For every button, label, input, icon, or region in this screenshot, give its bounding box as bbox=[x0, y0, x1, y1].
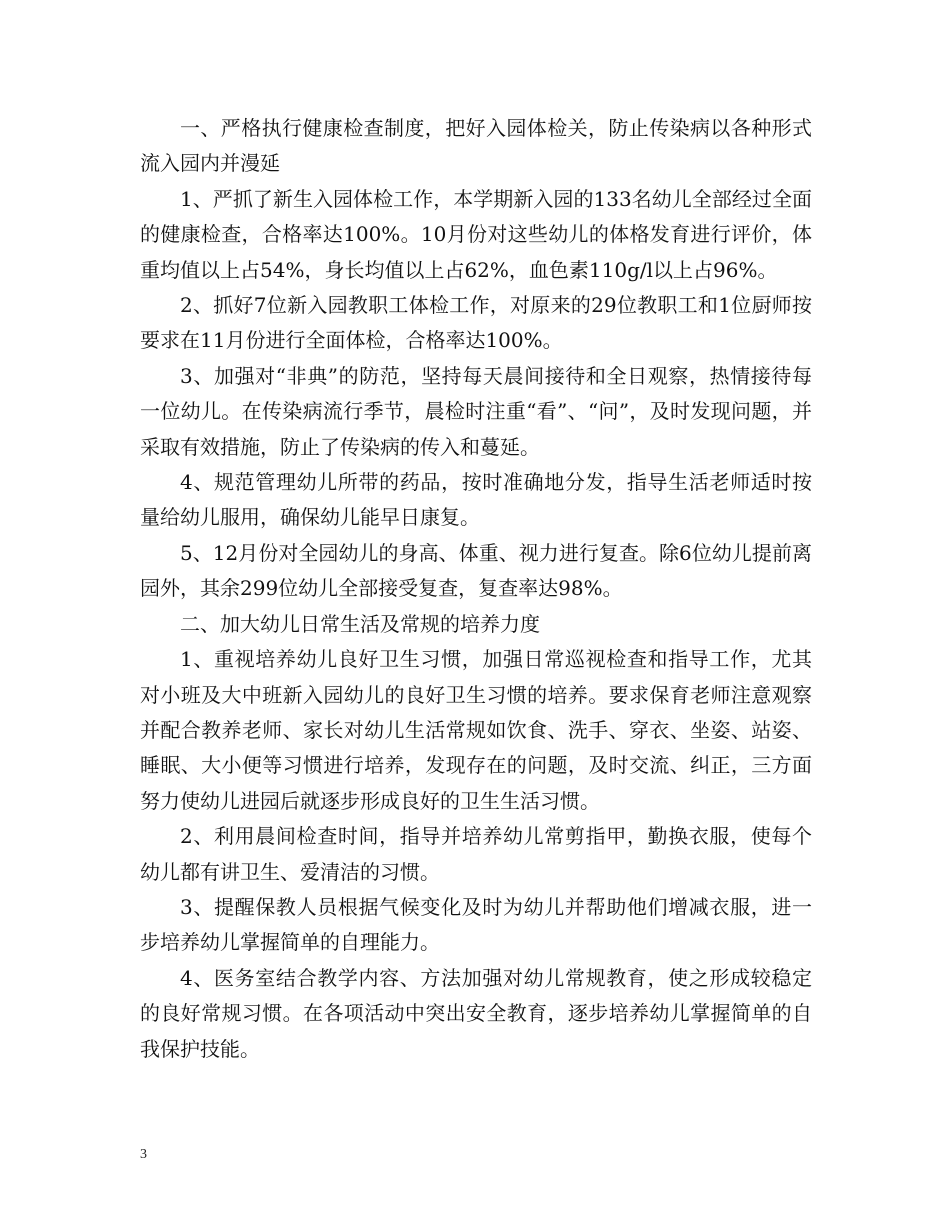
paragraph-item: 2、抓好7位新入园教职工体检工作，对原来的29位教职工和1位厨师按要求在11月份进行全面体检，合格率达100%。 bbox=[140, 293, 812, 353]
document-body bbox=[140, 111, 812, 1067]
paragraph-item: 4、医务室结合教学内容、方法加强对幼儿常规教育，使之形成较稳定的良好常规习惯。在各项活动中突出安全教育，逐步培养幼儿掌握简单的自我保护技能。 bbox=[140, 965, 812, 1061]
paragraph-item: 1、重视培养幼儿良好卫生习惯，加强日常巡视检查和指导工作，尤其对小班及大中班新入园幼儿的良好卫生习惯的培养。要求保育老师注意观察并配合教养老师、家长对幼儿生活常规如饮食、洗手、穿衣、坐姿、站姿、睡眠、大小便等习惯进行培养，发现存在的问题，及时交流、纠正，三方面努力使幼儿进园后就逐步形成良好的卫生生活习惯。 bbox=[140, 647, 812, 813]
paragraph-item: 3、提醒保教人员根据气候变化及时为幼儿并帮助他们增减衣服，进一步培养幼儿掌握简单的自理能力。 bbox=[140, 894, 812, 955]
section-heading-1: 一、严格执行健康检查制度，把好入园体检关，防止传染病以各种形式流入园内并漫延 bbox=[140, 116, 812, 176]
paragraph-item: 4、规范管理幼儿所带的药品，按时准确地分发，指导生活老师适时按量给幼儿服用，确保幼儿能早日康复。 bbox=[140, 470, 812, 530]
page-number: 3 bbox=[140, 1147, 147, 1162]
paragraph-item: 2、利用晨间检查时间，指导并培养幼儿常剪指甲，勤换衣服，使每个幼儿都有讲卫生、爱清洁的习惯。 bbox=[140, 824, 812, 884]
paragraph-item: 5、12月份对全园幼儿的身高、体重、视力进行复查。除6位幼儿提前离园外，其余299位幼儿全部接受复查，复查率达98%。 bbox=[140, 540, 812, 601]
section-heading-2: 二、加大幼儿日常生活及常规的培养力度 bbox=[180, 611, 540, 636]
paragraph-item: 1、严抓了新生入园体检工作，本学期新入园的133名幼儿全部经过全面的健康检查，合格率达100%。10月份对这些幼儿的体格发育进行评价，体重均值以上占54%，身长均值以上占62%，血色素110g/l以上占96%。 bbox=[140, 186, 812, 282]
paragraph-item: 3、加强对“非典”的防范，坚持每天晨间接待和全日观察，热情接待每一位幼儿。在传染病流行季节，晨检时注重“看”、“问”，及时发现问题，并采取有效措施，防止了传染病的传入和蔓延。 bbox=[140, 363, 812, 459]
